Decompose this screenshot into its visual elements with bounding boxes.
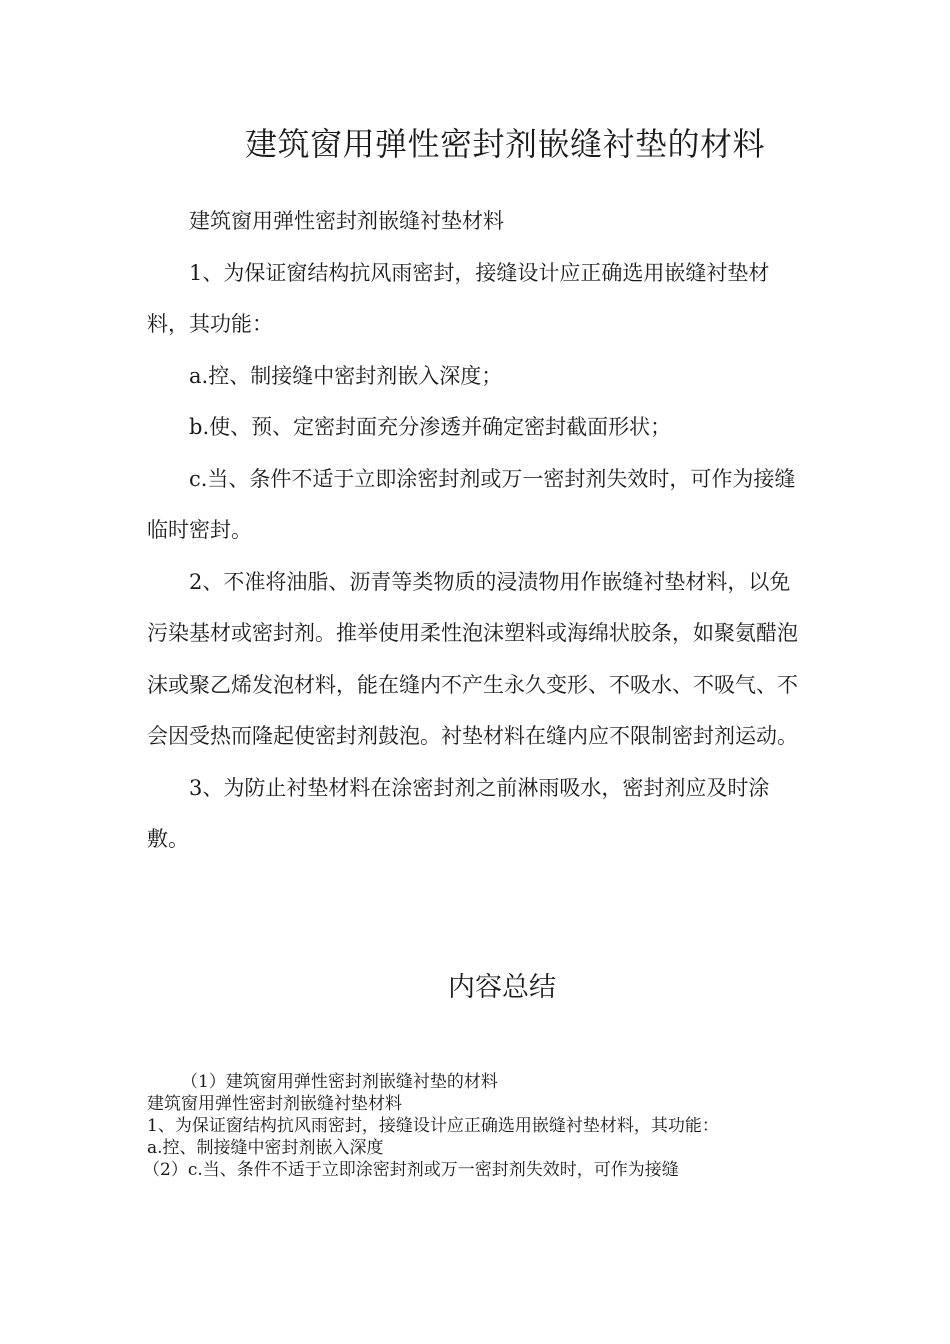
body-paragraph-2: 2、不准将油脂、沥青等类物质的浸渍物用作嵌缝衬垫材料，以免污染基材或密封剂。推举使用柔性泡沫塑料或海绵状胶条，如聚氨醋泡沫或聚乙烯发泡材料，能在缝内不产生永久变形、不吸水、不吸气、不会因受热而隆起使密封剂鼓泡。衬垫材料在缝内应不限制密封剂运动。 <box>147 569 798 748</box>
summary-line-4: a.控、制接缝中密封剂嵌入深度 <box>147 1138 384 1158</box>
body-paragraph-3: 3、为防止衬垫材料在涂密封剂之前淋雨吸水，密封剂应及时涂敷。 <box>147 775 770 851</box>
body-paragraph-1c: c.当、条件不适于立即涂密封剂或万一密封剂失效时，可作为接缝临时密封。 <box>147 466 796 542</box>
summary-line-3: 1、为保证窗结构抗风雨密封，接缝设计应正确选用嵌缝衬垫材料，其功能： <box>147 1116 719 1136</box>
body-paragraph-1b: b.使、预、定密封面充分渗透并确定密封截面形状； <box>189 415 672 439</box>
summary-line-1: （1）建筑窗用弹性密封剂嵌缝衬垫的材料 <box>181 1072 498 1092</box>
summary-line-2: 建筑窗用弹性密封剂嵌缝衬垫材料 <box>147 1094 402 1114</box>
summary-line-5: （2）c.当、条件不适于立即涂密封剂或万一密封剂失效时，可作为接缝 <box>143 1160 679 1180</box>
summary-title: 内容总结 <box>448 972 556 1003</box>
document-title: 建筑窗用弹性密封剂嵌缝衬垫的材料 <box>245 125 766 163</box>
body-paragraph-intro: 建筑窗用弹性密封剂嵌缝衬垫材料 <box>189 209 504 233</box>
summary-body <box>143 1071 807 1181</box>
body-paragraph-1a: a.控、制接缝中密封剂嵌入深度； <box>189 363 503 388</box>
document-body <box>147 196 811 866</box>
body-paragraph-1: 1、为保证窗结构抗风雨密封，接缝设计应正确选用嵌缝衬垫材料，其功能： <box>147 260 770 336</box>
